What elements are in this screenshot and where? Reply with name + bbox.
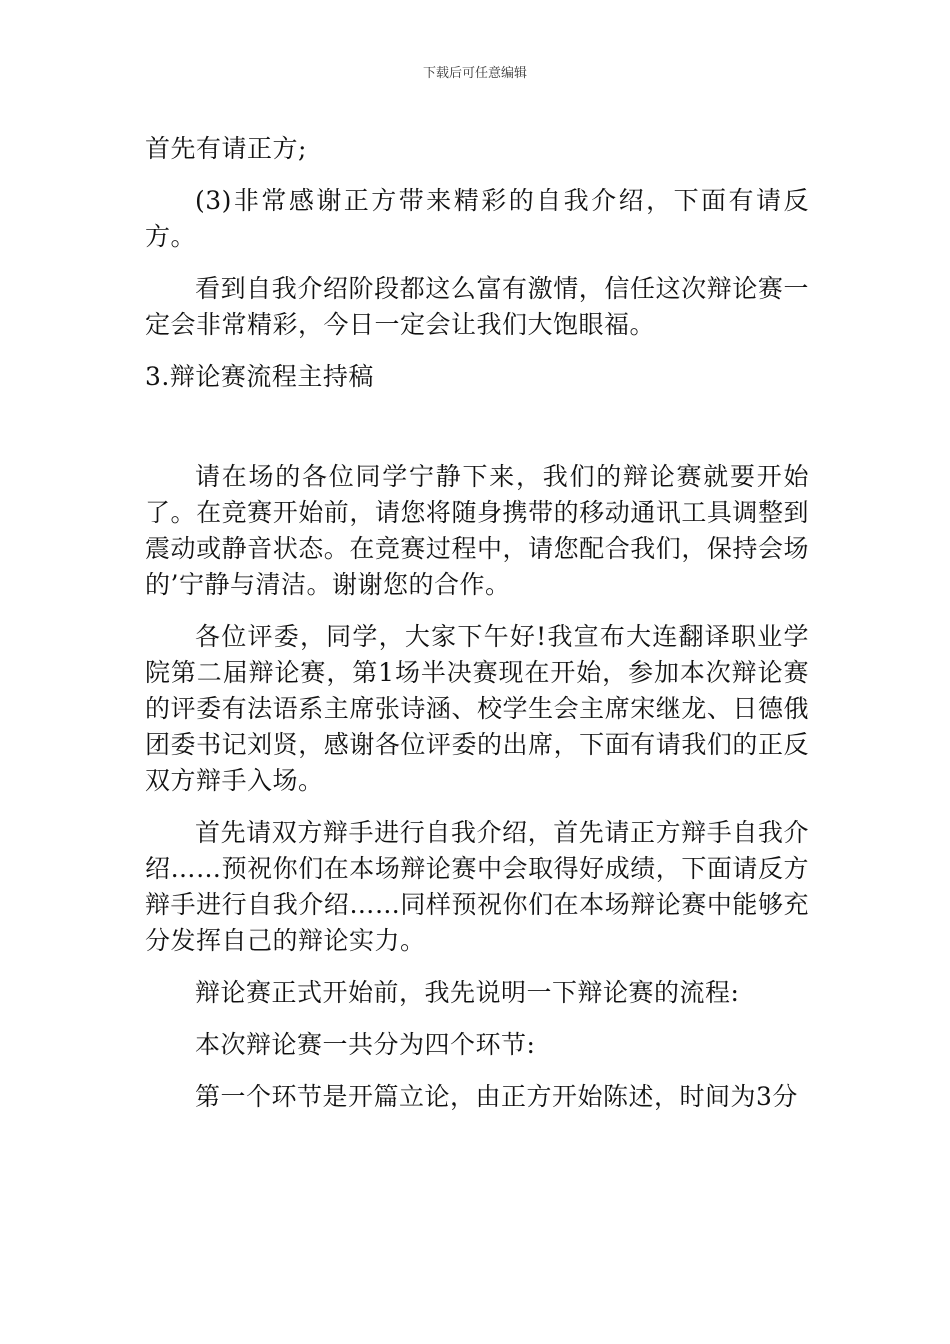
spacer — [145, 411, 809, 459]
paragraph: 辩论赛正式开始前，我先说明一下辩论赛的流程: — [195, 978, 740, 1007]
paragraph: 看到自我介绍阶段都这么富有激情，信任这次辩论赛一定会非常精彩，今日一定会让我们大饱眼福。 — [145, 274, 809, 339]
document-body — [145, 131, 809, 1131]
paragraph: 本次辩论赛一共分为四个环节: — [195, 1030, 536, 1059]
paragraph: 第一个环节是开篇立论，由正方开始陈述，时间为3分 — [195, 1082, 798, 1111]
paragraph: 首先请双方辩手进行自我介绍，首先请正方辩手自我介绍……预祝你们在本场辩论赛中会取得好成绩，下面请反方辩手进行自我介绍……同样预祝你们在本场辩论赛中能够充分发挥自己的辩论实力。 — [145, 818, 809, 955]
paragraph: 首先有请正方; — [145, 134, 307, 163]
paragraph: 各位评委，同学，大家下午好!我宣布大连翻译职业学院第二届辩论赛，第1场半决赛现在开始，参加本次辩论赛的评委有法语系主席张诗涵、校学生会主席宋继龙、日德俄团委书记刘贤，感谢各位评委的出席，下面有请我们的正反双方辩手入场。 — [145, 622, 809, 795]
paragraph: (3)非常感谢正方带来精彩的自我介绍，下面有请反方。 — [145, 186, 809, 251]
paragraph: 请在场的各位同学宁静下来，我们的辩论赛就要开始了。在竞赛开始前，请您将随身携带的移动通讯工具调整到震动或静音状态。在竞赛过程中，请您配合我们，保持会场的’宁静与清洁。谢谢您的合作。 — [145, 462, 809, 599]
section-heading: 3.辩论赛流程主持稿 — [145, 362, 374, 391]
page-header: 下载后可任意编辑 — [422, 66, 527, 81]
